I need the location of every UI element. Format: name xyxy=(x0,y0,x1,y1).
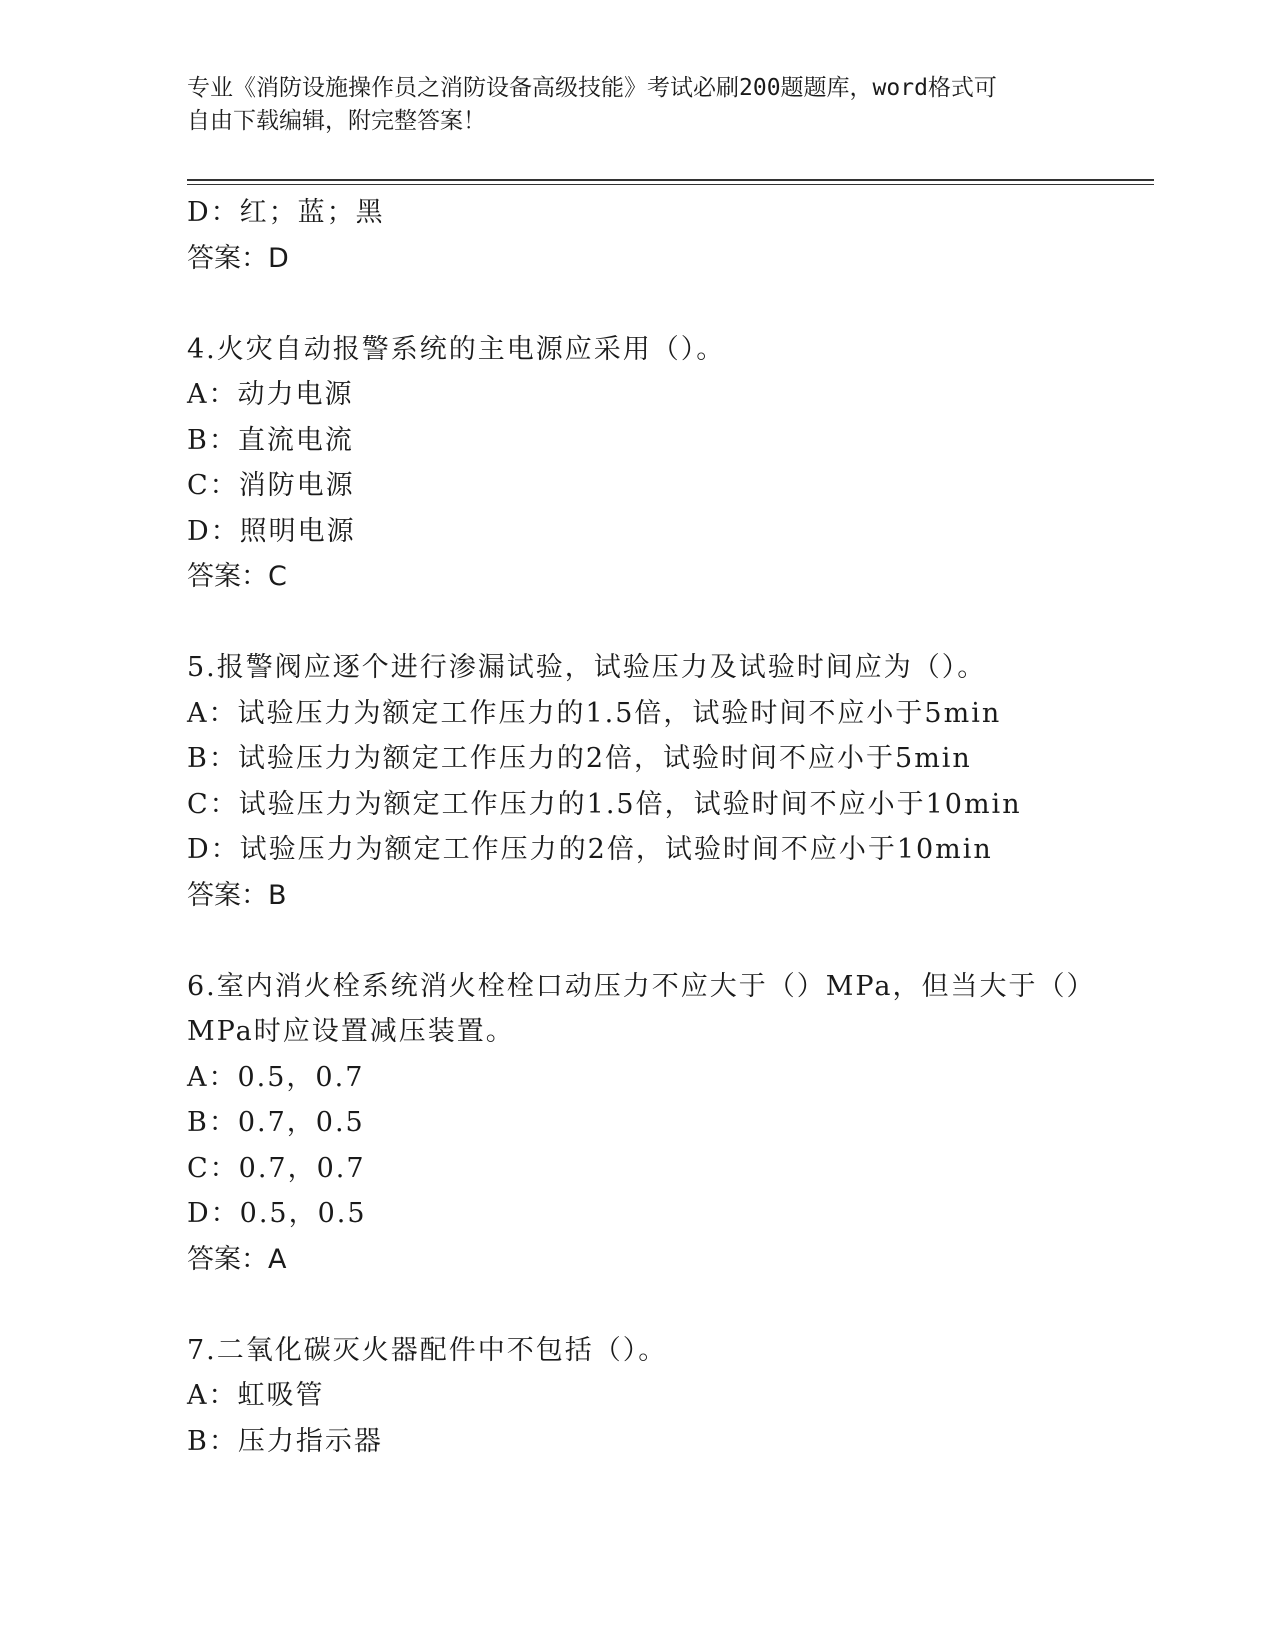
option-line: B：试验压力为额定工作压力的2倍，试验时间不应小于5min xyxy=(187,743,972,774)
option-line: C：0.7，0.7 xyxy=(187,1152,366,1184)
spacer xyxy=(187,918,1087,964)
option-line: D：红；蓝；黑 xyxy=(187,197,385,228)
question-7 xyxy=(187,1328,1087,1465)
option-line: D：照明电源 xyxy=(187,515,356,547)
header-line-2: 自由下载编辑，附完整答案！ xyxy=(187,108,486,134)
answer-line: 答案：D xyxy=(187,242,289,274)
option-line: D：试验压力为额定工作压力的2倍，试验时间不应小于10min xyxy=(187,834,993,865)
spacer xyxy=(187,1282,1087,1328)
question-5 xyxy=(187,645,1087,918)
question-stem: 6.室内消火栓系统消火栓栓口动压力不应大于（）MPa，但当大于（） xyxy=(187,970,1096,1002)
option-line: A：虹吸管 xyxy=(187,1380,325,1411)
option-line: B：0.7，0.5 xyxy=(187,1107,365,1138)
spacer xyxy=(187,600,1087,646)
option-line: A：试验压力为额定工作压力的1.5倍，试验时间不应小于5min xyxy=(187,697,1002,729)
spacer xyxy=(187,281,1087,327)
question-3-fragment xyxy=(187,190,1087,281)
option-line: C：消防电源 xyxy=(187,470,355,501)
option-line: B：直流电流 xyxy=(187,424,354,456)
question-6 xyxy=(187,964,1096,1283)
option-line: C：试验压力为额定工作压力的1.5倍，试验时间不应小于10min xyxy=(187,788,1022,820)
question-stem: 5.报警阀应逐个进行渗漏试验，试验压力及试验时间应为（）。 xyxy=(187,652,987,683)
question-stem: 4.火灾自动报警系统的主电源应采用（）。 xyxy=(187,333,726,365)
option-line: D：0.5，0.5 xyxy=(187,1198,367,1229)
header-line-1: 专业《消防设施操作员之消防设备高级技能》考试必刷200题题库，word格式可 xyxy=(187,75,997,101)
question-stem: 7.二氧化碳灭火器配件中不包括（）。 xyxy=(187,1334,668,1366)
question-stem-continued: MPa时应设置减压装置。 xyxy=(187,1016,515,1047)
question-4 xyxy=(187,327,1087,600)
option-line: A：动力电源 xyxy=(187,379,354,410)
header-divider-thick xyxy=(187,179,1154,181)
option-line: A：0.5，0.7 xyxy=(187,1061,365,1093)
option-line: B：压力指示器 xyxy=(187,1425,383,1457)
answer-line: 答案：C xyxy=(187,561,287,592)
header-divider-thin xyxy=(187,184,1154,185)
document-header xyxy=(187,72,1087,138)
answer-line: 答案：B xyxy=(187,879,287,911)
answer-line: 答案：A xyxy=(187,1243,287,1275)
document-body xyxy=(187,190,1096,1464)
